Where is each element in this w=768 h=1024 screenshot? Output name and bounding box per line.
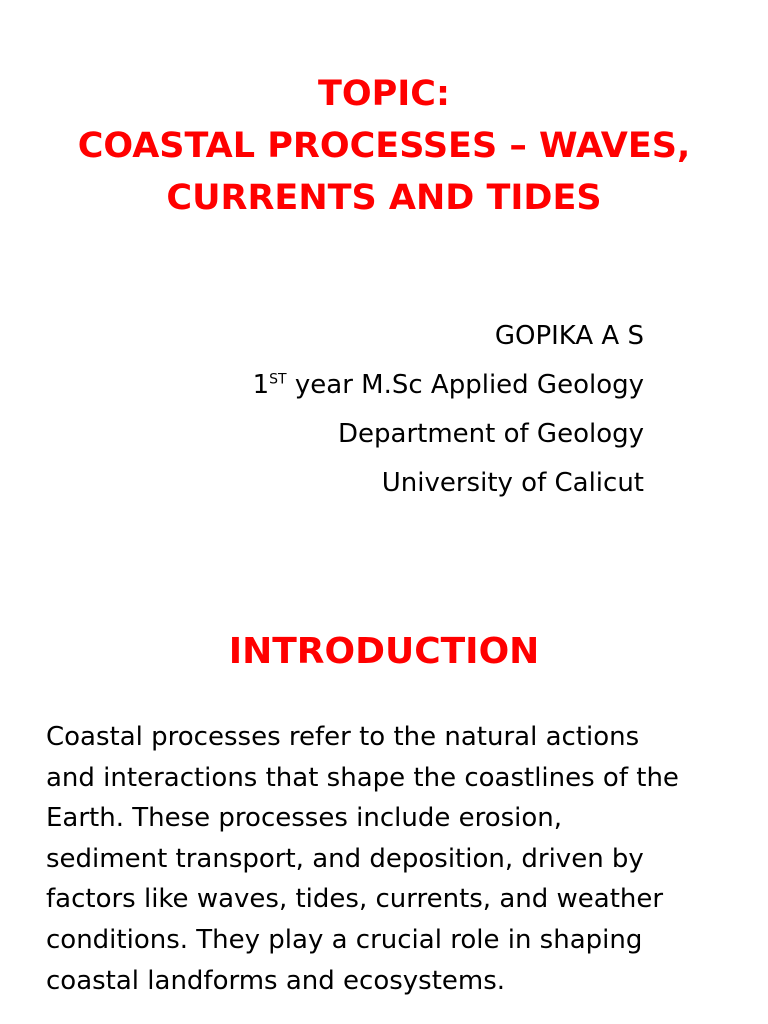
intro-line: conditions. They play a crucial role in shaping [46, 924, 643, 955]
author-name: GOPIKA A S [494, 321, 644, 351]
intro-line: Earth. These processes include erosion, [46, 803, 563, 834]
year-number: 1 [252, 370, 270, 400]
author-info [253, 312, 644, 508]
year-suffix: ST [269, 371, 287, 388]
page-title [0, 68, 768, 224]
title-line-topic: TOPIC: [318, 74, 450, 114]
intro-line: Coastal processes refer to the natural actions [46, 722, 640, 752]
intro-line: sediment transport, and deposition, driven by [46, 843, 644, 874]
intro-line: factors like waves, tides, currents, and weather [46, 884, 664, 915]
author-department: Department of Geology [338, 419, 644, 449]
intro-line: coastal landforms and ecosystems. [46, 965, 506, 996]
author-university: University of Calicut [381, 468, 644, 498]
introduction-heading: INTRODUCTION [228, 631, 540, 672]
title-line-1: COASTAL PROCESSES – WAVES, [77, 126, 691, 166]
author-program-line [253, 361, 644, 410]
introduction-body [46, 717, 736, 1001]
author-program: year M.Sc Applied Geology [294, 370, 644, 400]
title-line-2: CURRENTS AND TIDES [166, 178, 602, 218]
intro-line: and interactions that shape the coastlines of the [46, 762, 679, 793]
